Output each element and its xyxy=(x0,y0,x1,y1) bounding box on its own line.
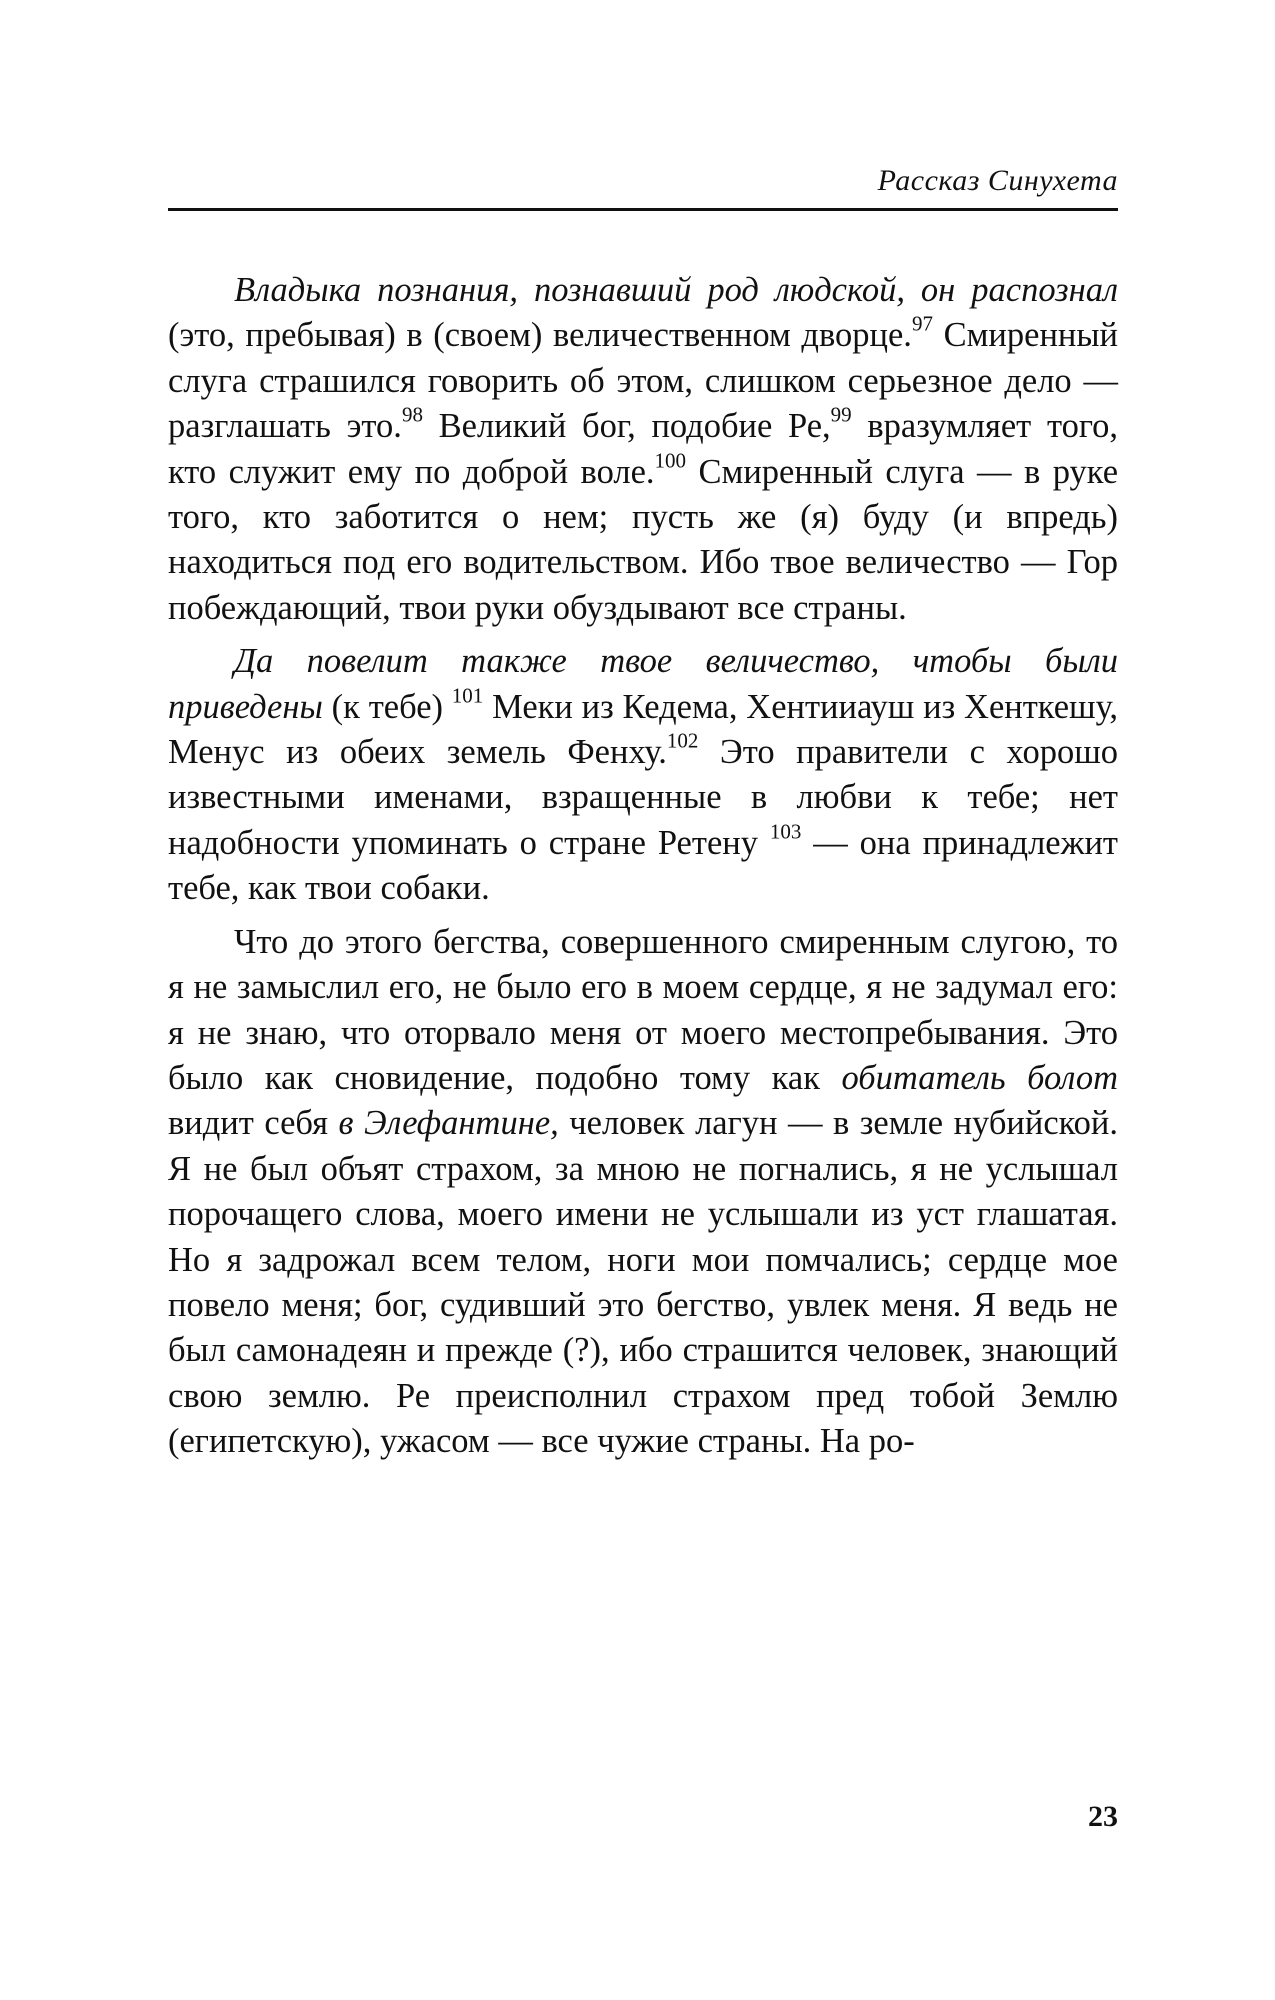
footnote-ref-97: 97 xyxy=(911,311,933,336)
page-number: 23 xyxy=(1088,1800,1118,1833)
text-run: видит себя xyxy=(168,1104,339,1143)
paragraph-1 xyxy=(168,268,1118,631)
text-run: — она принадлежит тебе, как твои собаки. xyxy=(168,823,1118,908)
main-text xyxy=(168,268,1118,1473)
text-run: Смиренный слуга — в руке того, кто заботится о нем; пусть же (я) буду (и впредь) находиться под его водительством. Ибо твое величество — Гор побеждающий, твои руки обуздывают все страны. xyxy=(168,452,1119,627)
paragraph-3 xyxy=(168,920,1118,1465)
italic-text: обитатель болот xyxy=(841,1058,1119,1097)
text-run: (к тебе) xyxy=(322,687,452,726)
footnote-ref-99: 99 xyxy=(830,402,852,427)
text-run: Это правители с хорошо известными именами, взращенные в любви к тебе; нет надобности упоминать о стране Ретену xyxy=(168,733,1119,862)
footnote-ref-101: 101 xyxy=(451,682,484,707)
text-run: (это, пребывая) в (своем) величественном дворце. xyxy=(168,316,912,355)
footnote-ref-98: 98 xyxy=(401,402,423,427)
header-rule xyxy=(168,208,1118,211)
italic-text: Владыка познания, познавший род людской, он распознал xyxy=(234,271,1118,309)
running-title: Рассказ Синухета xyxy=(877,164,1118,197)
text-run: вразумляет того, кто служит ему по доброй воле. xyxy=(168,407,1118,491)
text-run: Великий бог, подобие Ре, xyxy=(422,407,831,446)
footnote-ref-100: 100 xyxy=(654,447,687,472)
text-run: человек лагун — в земле нубийской. Я не был объят страхом, за мною не погнались, я не услышал порочащего слова, моего имени не услышали из уст глашатая. Но я задрожал всем телом, ноги мои помчались; сердце мое повело меня; бог, судивший это бегство, увлек меня. Я ведь не был самонадеян и прежде (?), ибо страшится человек, знающий свою землю. Ре преисполнил страхом пред тобой Землю (египетскую), ужасом — все чужие страны. На ро- xyxy=(168,1104,1118,1461)
italic-text: в Элефантине, xyxy=(338,1104,559,1143)
text-run: Смиренный слуга страшился говорить об этом, слишком серьезное дело — разглашать это. xyxy=(168,316,1119,446)
text-run: Меки из Кедема, Хентииауш из Хенткешу, Менус из обеих земель Фенху. xyxy=(168,687,1119,772)
text-run: Что до этого бегства, совершенного смиренным слугою, то я не замыслил его, не было его в моем сердце, я не задумал его: я не знаю, что оторвало меня от моего местопребывания. Это было как сновидение, подобно тому как xyxy=(168,922,1118,1097)
footnote-ref-103: 103 xyxy=(769,819,802,844)
paragraph-2 xyxy=(168,639,1118,911)
footnote-ref-102: 102 xyxy=(666,728,699,753)
italic-text: Да повелит также твое величество, чтобы были приведены xyxy=(168,642,1118,726)
